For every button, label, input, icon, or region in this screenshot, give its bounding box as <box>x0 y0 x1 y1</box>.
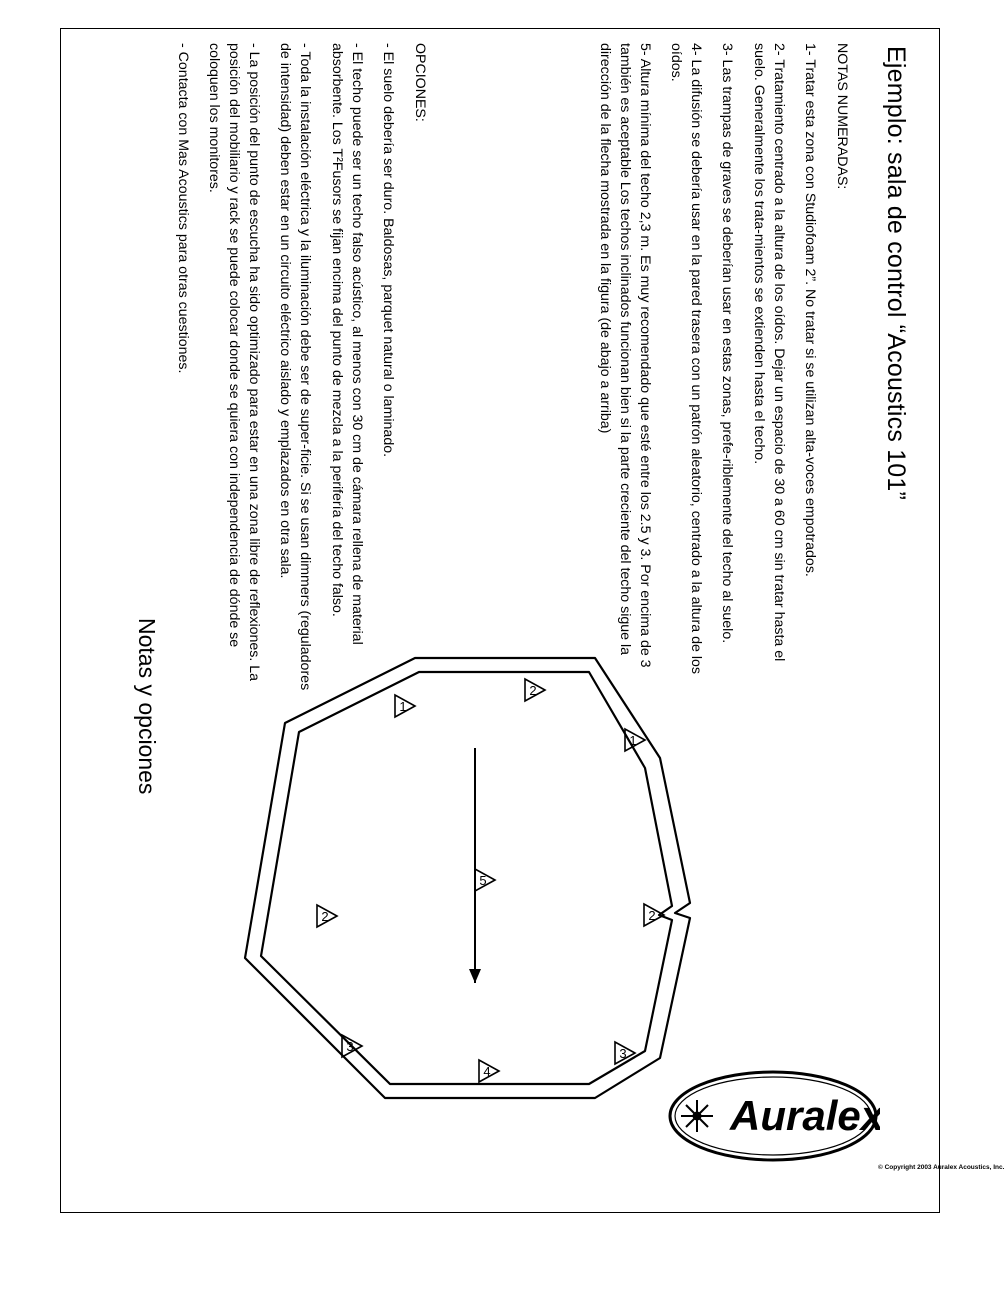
svg-text:3: 3 <box>619 1046 627 1061</box>
option-item-1: - El suelo debería ser duro. Baldosas, parquet natural o laminado. <box>379 43 396 458</box>
svg-text:2: 2 <box>529 683 537 698</box>
marker-8 <box>479 1060 499 1082</box>
option-item-5: - Contacta con Mas Acoustics para otras cuestiones. <box>174 43 191 374</box>
note-item-5: 5- Altura mínima del techo 2,3 m. Es muy recomendado que esté entre los 2.5 y 3. Por encima de 3 también es aceptable Los techos inclinados funcionan bien si la parte creciente del techo sigue la dirección de la flecha mostrada en la figura (de abajo a arriba) <box>596 43 653 668</box>
note-item-1: 1- Tratar esta zona con Studiofoam 2”. No tratar si se utilizan alta-voces empotrados. <box>801 43 818 577</box>
note-item-4: 4- La difusión se debería usar en la pared trasera con un patrón aleatorio, centrado a la altura de los oídos. <box>668 43 705 674</box>
svg-text:2: 2 <box>321 909 329 924</box>
svg-text:2: 2 <box>648 908 656 923</box>
option-item-2: - El techo puede ser un techo falso acústico, al menos con 30 cm de cámara rellena de material absorbente. Los T²Fusors se fijan encima del punto de mezcla a la perifería del techo falso. <box>328 43 365 645</box>
marker-2 <box>525 679 545 701</box>
svg-text:1: 1 <box>399 699 407 714</box>
note-item-3: 3- Las trampas de graves se deberían usar en estas zonas, prefe-riblemente del techo al suelo. <box>719 43 736 644</box>
marker-1 <box>395 695 415 717</box>
page-title: Ejemplo: sala de control “Acoustics 101” <box>882 46 910 501</box>
rotated-content <box>60 28 1005 1213</box>
svg-text:1: 1 <box>629 733 637 748</box>
auralex-logo-text: Auralex <box>730 1092 880 1139</box>
marker-7 <box>615 1042 635 1064</box>
marker-9 <box>475 869 495 891</box>
option-item-3: - Toda la instalación eléctrica y la iluminación debe ser de super-ficie. Si se usan dimmers (reguladores de intensidad) deben estar en un circuito eléctrico aislado y emplazados en otra sala. <box>277 43 314 691</box>
svg-text:4: 4 <box>483 1064 491 1079</box>
note-item-2: 2- Tratamiento centrado a la altura de los oídos. Dejar un espacio de 30 a 60 cm sin tratar hasta el suelo. Generalmente los trata-mientos se extienden hasta el techo. <box>750 43 787 662</box>
marker-5 <box>317 905 337 927</box>
notes-heading: NOTAS NUMERADAS: <box>834 43 850 190</box>
ceiling-slope-arrow <box>469 748 481 983</box>
page-subtitle: Notas y opciones <box>134 618 160 795</box>
option-item-4: - La posición del punto de escucha ha sido optimizado para estar en una zona libre de reflexiones. La posición del mobiliario y rack se puede colocar donde se quiera con independencia de dónde se coloquen los monitores. <box>205 43 263 682</box>
options-heading: OPCIONES: <box>412 43 428 122</box>
svg-text:5: 5 <box>479 873 487 888</box>
copyright-notice: © Copyright 2003 Auralex Acoustics, Inc. <box>878 1164 1005 1171</box>
control-room-diagram <box>215 628 715 1188</box>
svg-text:3: 3 <box>346 1039 354 1054</box>
